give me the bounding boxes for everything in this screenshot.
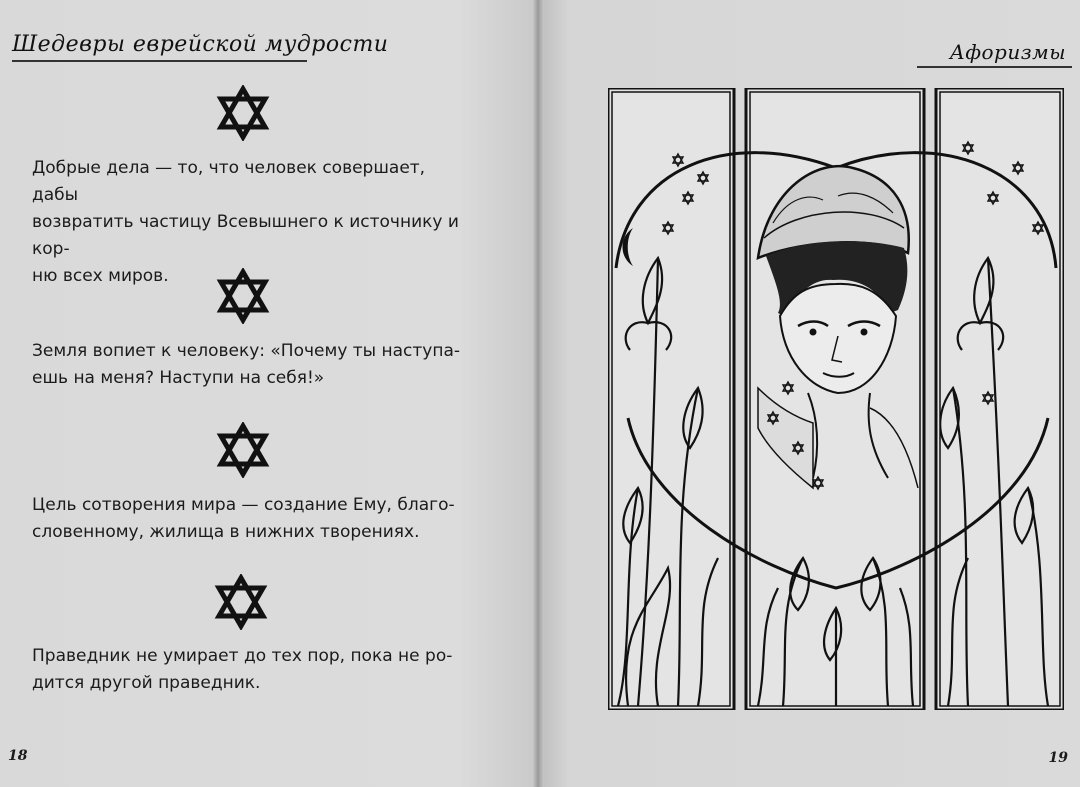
book-gutter [532,0,544,787]
page-number-left: 18 [8,748,28,764]
running-head-rule-right [917,66,1072,68]
running-head-rule-left [12,60,307,62]
aphorism-1-line-3: ню всех миров. [32,266,169,286]
triptych-illustration [608,88,1064,710]
aphorism-3 [32,492,472,546]
star-of-david-icon [215,85,271,141]
aphorism-2-line-2: ешь на меня? Наступи на себя!» [32,368,325,388]
running-head-left: Шедевры еврейской мудрости [12,32,389,57]
aphorism-4-line-1: Праведник не умирает до тех пор, пока не ро- [32,646,453,666]
star-of-david-icon [215,268,271,324]
star-of-david-icon [215,422,271,478]
star-of-david-icon [213,574,269,630]
aphorism-3-line-2: словенному, жилища в нижних творениях. [32,522,420,542]
aphorism-1-line-1: Добрые дела — то, что человек совершает, дабы [32,158,426,205]
running-head-right: Афоризмы [949,40,1066,64]
aphorism-3-line-1: Цель сотворения мира — создание Ему, благо- [32,495,455,515]
aphorism-1-line-2: возвратить частицу Всевышнего к источнику и кор- [32,212,459,259]
aphorism-4-line-2: дится другой праведник. [32,673,261,693]
aphorism-2-line-1: Земля вопиет к человеку: «Почему ты наступа- [32,341,461,361]
page-number-right: 19 [1048,750,1068,766]
aphorism-2 [32,338,472,392]
aphorism-4 [32,643,472,697]
